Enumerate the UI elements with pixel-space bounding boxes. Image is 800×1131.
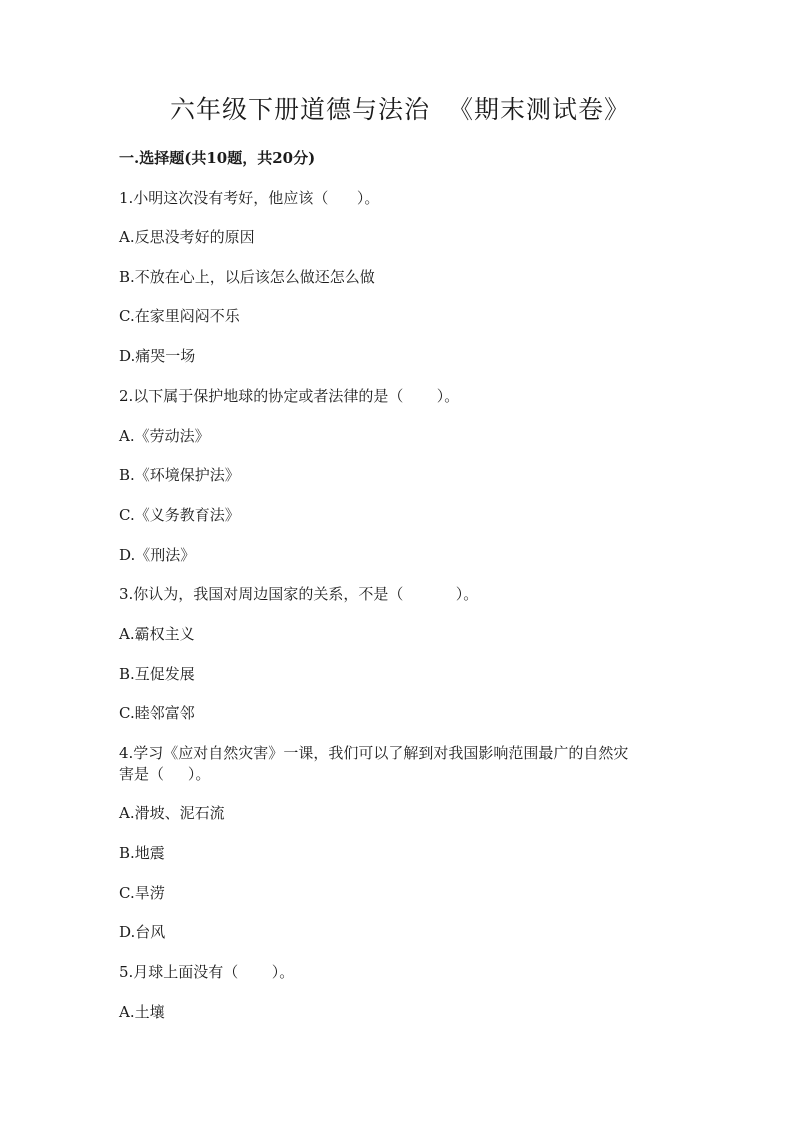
question-4-option-d: D.台风 <box>119 923 166 941</box>
section-heading: 一.选择题(共10题，共20分) <box>119 149 316 167</box>
question-4-stem-line-2: 害是（ ）。 <box>119 765 211 783</box>
page-title: 六年级下册道德与法治 《期末测试卷》 <box>170 95 630 124</box>
question-1-option-a: A.反思没考好的原因 <box>119 228 255 246</box>
question-4-option-c: C.旱涝 <box>119 884 165 902</box>
question-2-option-a: A.《劳动法》 <box>119 427 210 445</box>
question-2-option-d: D.《刑法》 <box>119 546 196 564</box>
question-3-stem: 3.你认为，我国对周边国家的关系，不是（ ）。 <box>119 585 479 603</box>
question-1-stem: 1.小明这次没有考好，他应该（ ）。 <box>119 189 380 207</box>
question-1-option-c: C.在家里闷闷不乐 <box>119 307 240 325</box>
question-2-option-b: B.《环境保护法》 <box>119 466 240 484</box>
question-3-option-a: A.霸权主义 <box>119 625 195 643</box>
question-3-option-c: C.睦邻富邻 <box>119 704 195 722</box>
question-2-option-c: C.《义务教育法》 <box>119 506 240 524</box>
question-5-option-a: A.土壤 <box>119 1003 165 1021</box>
question-4-stem-line-1: 4.学习《应对自然灾害》一课，我们可以了解到对我国影响范围最广的自然灾 <box>119 744 629 762</box>
question-2-stem: 2.以下属于保护地球的协定或者法律的是（ ）。 <box>119 387 460 405</box>
question-3-option-b: B.互促发展 <box>119 665 195 683</box>
question-4-option-b: B.地震 <box>119 844 165 862</box>
question-1-option-d: D.痛哭一场 <box>119 347 196 365</box>
question-4-option-a: A.滑坡、泥石流 <box>119 804 225 822</box>
question-1-option-b: B.不放在心上，以后该怎么做还怎么做 <box>119 268 375 286</box>
question-5-stem: 5.月球上面没有（ ）。 <box>119 963 295 981</box>
